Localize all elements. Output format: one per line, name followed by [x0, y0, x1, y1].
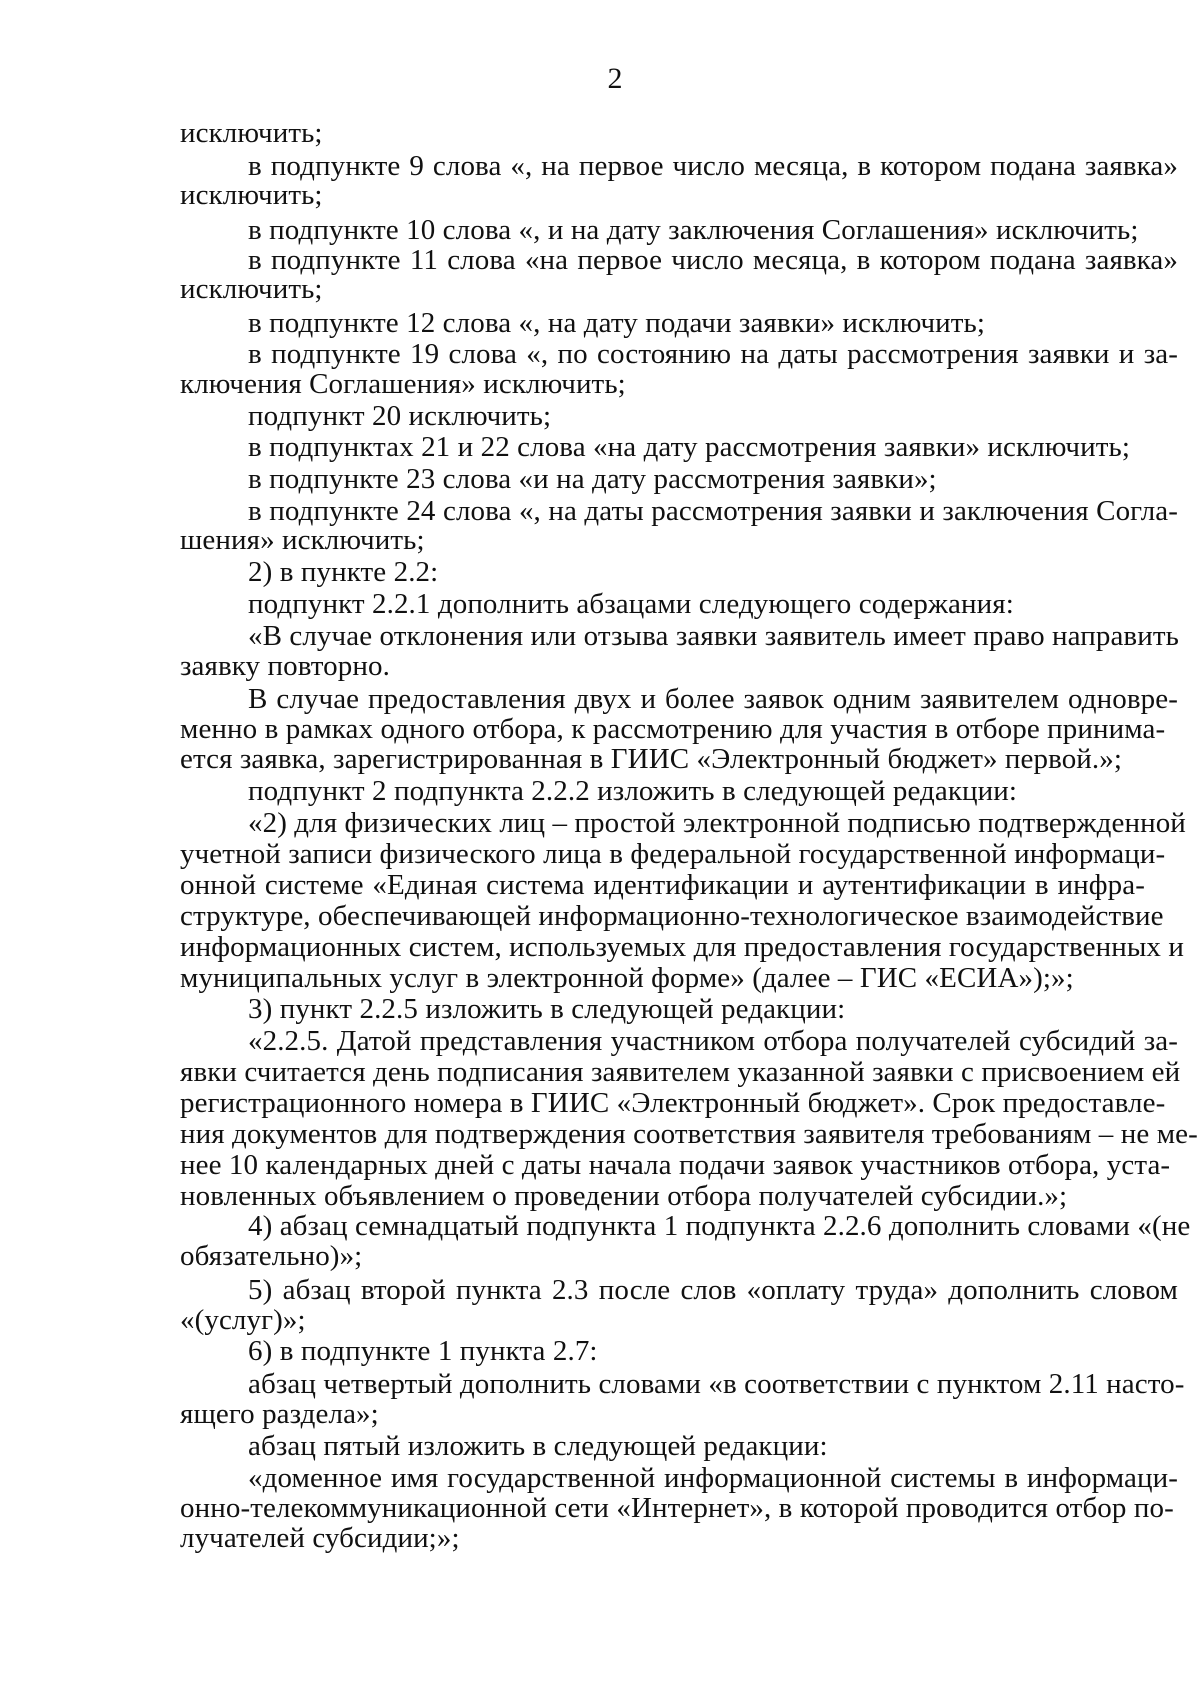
text-line: в подпункте 11 слова «на первое число месяца, в котором подана заявка» [248, 244, 1178, 276]
text-line: исключить; [180, 117, 323, 149]
text-line: регистрационного номера в ГИИС «Электронный бюджет». Срок предоставле- [180, 1087, 1166, 1119]
text-line: онно-телекоммуникационной сети «Интернет», в которой проводится отбор по- [180, 1492, 1174, 1524]
text-line: онной системе «Единая система идентификации и аутентификации в инфра- [180, 869, 1145, 901]
text-line: 6) в подпункте 1 пункта 2.7: [248, 1335, 598, 1367]
text-line: ется заявка, зарегистрированная в ГИИС «Электронный бюджет» первой.»; [180, 743, 1123, 775]
text-line: абзац пятый изложить в следующей редакции: [248, 1430, 828, 1462]
text-line: «2) для физических лиц – простой электронной подписью подтвержденной [248, 807, 1186, 839]
text-line: муниципальных услуг в электронной форме» (далее – ГИС «ЕСИА»);»; [180, 962, 1074, 994]
text-line: в подпункте 24 слова «, на даты рассмотрения заявки и заключения Согла- [248, 495, 1178, 527]
text-line: в подпункте 10 слова «, и на дату заключения Соглашения» исключить; [248, 214, 1139, 246]
text-line: структуре, обеспечивающей информационно-технологическое взаимодействие [180, 900, 1164, 932]
text-line: исключить; [180, 179, 323, 211]
text-line: 3) пункт 2.2.5 изложить в следующей редакции: [248, 993, 846, 1025]
text-line: учетной записи физического лица в федеральной государственной информаци- [180, 838, 1166, 870]
text-line: «В случае отклонения или отзыва заявки заявитель имеет право направить [248, 620, 1179, 652]
page-number: 2 [607, 62, 623, 95]
text-line: новленных объявлением о проведении отбора получателей субсидии.»; [180, 1180, 1068, 1212]
text-line: в подпункте 23 слова «и на дату рассмотрения заявки»; [248, 463, 937, 495]
text-line: «2.2.5. Датой представления участником отбора получателей субсидий за- [248, 1025, 1178, 1057]
text-line: 5) абзац второй пункта 2.3 после слов «оплату труда» дополнить словом [248, 1274, 1178, 1306]
text-line: абзац четвертый дополнить словами «в соответствии с пунктом 2.11 насто- [248, 1368, 1185, 1400]
text-line: менно в рамках одного отбора, к рассмотрению для участия в отборе принима- [180, 713, 1166, 745]
text-line: 4) абзац семнадцатый подпункта 1 подпункта 2.2.6 дополнить словами «(не [248, 1210, 1191, 1242]
text-line: ния документов для подтверждения соответствия заявителя требованиям – не ме- [180, 1118, 1198, 1150]
text-line: в подпункте 19 слова «, по состоянию на даты рассмотрения заявки и за- [248, 338, 1178, 370]
text-line: 2) в пункте 2.2: [248, 556, 439, 588]
text-line: ключения Соглашения» исключить; [180, 368, 626, 400]
text-line: нее 10 календарных дней с даты начала подачи заявок участников отбора, уста- [180, 1149, 1171, 1181]
text-line: явки считается день подписания заявителем указанной заявки с присвоением ей [180, 1056, 1181, 1088]
text-line: «доменное имя государственной информационной системы в информаци- [248, 1462, 1178, 1494]
text-line: исключить; [180, 273, 323, 305]
text-line: «(услуг)»; [180, 1304, 306, 1336]
text-line: подпункт 2 подпункта 2.2.2 изложить в следующей редакции: [248, 775, 1018, 807]
text-line: ящего раздела»; [180, 1398, 379, 1430]
text-line: подпункт 2.2.1 дополнить абзацами следующего содержания: [248, 588, 1014, 620]
text-line: в подпунктах 21 и 22 слова «на дату рассмотрения заявки» исключить; [248, 431, 1130, 463]
text-line: информационных систем, используемых для предоставления государственных и [180, 931, 1185, 963]
text-line: в подпункте 9 слова «, на первое число месяца, в котором подана заявка» [248, 150, 1178, 182]
text-line: В случае предоставления двух и более заявок одним заявителем одновре- [248, 683, 1178, 715]
text-line: заявку повторно. [180, 650, 390, 682]
text-line: лучателей субсидии;»; [180, 1522, 460, 1554]
text-line: шения» исключить; [180, 524, 425, 556]
text-line: обязательно)»; [180, 1240, 363, 1272]
text-line: в подпункте 12 слова «, на дату подачи заявки» исключить; [248, 307, 986, 339]
text-line: подпункт 20 исключить; [248, 400, 552, 432]
